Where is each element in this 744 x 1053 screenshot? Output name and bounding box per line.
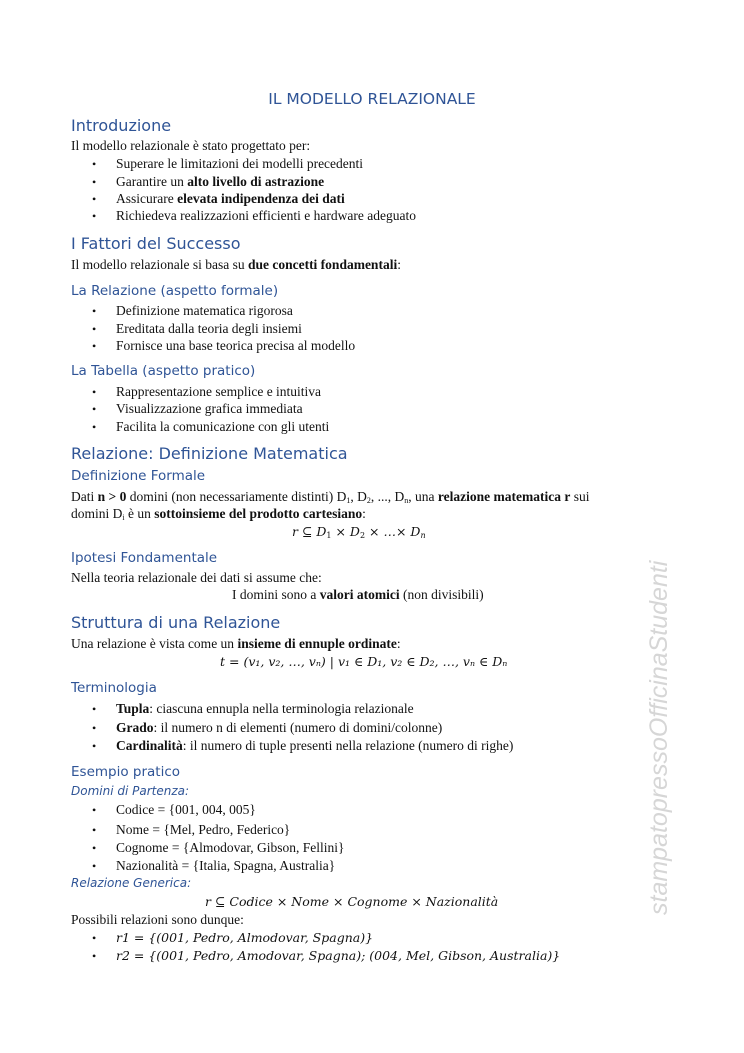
bullet-icon: • — [92, 402, 97, 416]
list-item: • Visualizzazione grafica immediata — [92, 401, 303, 416]
hypothesis-statement: I domini sono a valori atomici (non divisibili) — [232, 587, 484, 602]
list-item: • Nazionalità = {Italia, Spagna, Australia} — [92, 858, 336, 873]
generic-relation-label: Relazione Generica: — [71, 876, 192, 890]
generic-relation-formula: r ⊆ Codice × Nome × Cognome × Nazionalità — [205, 894, 499, 909]
bullet-icon: • — [92, 175, 97, 189]
domains-label: Domini di Partenza: — [71, 784, 190, 798]
list-item: • r2 = {(001, Pedro, Amodovar, Spagna); (004, Mel, Gibson, Australia)} — [92, 948, 561, 963]
bullet-icon: • — [92, 339, 97, 353]
list-item: • Facilita la comunicazione con gli utenti — [92, 419, 330, 434]
bullet-icon: • — [92, 803, 97, 817]
heading-definizione-matematica: Relazione: Definizione Matematica — [71, 444, 348, 463]
intro-lead: Il modello relazionale è stato progettato per: — [71, 138, 311, 153]
bullet-icon: • — [92, 721, 97, 735]
list-item: • Rappresentazione semplice e intuitiva — [92, 384, 322, 399]
bullet-icon: • — [92, 420, 97, 434]
hypothesis-lead: Nella teoria relazionale dei dati si assume che: — [71, 570, 322, 585]
possible-relations-lead: Possibili relazioni sono dunque: — [71, 912, 244, 927]
bullet-icon: • — [92, 304, 97, 318]
watermark: stampatopressoOfficinaStudenti — [645, 560, 673, 915]
formal-definition-line1: Dati n > 0 domini (non necessariamente distinti) $D_1$, $D_2$, ..., $D_n$, una relazione matematica r sui — [71, 489, 590, 505]
bullet-icon: • — [92, 739, 97, 753]
heading-esempio-pratico: Esempio pratico — [71, 764, 181, 780]
cartesian-product-formula: r ⊆ $D_1 \times D_2$ × …× $D_n$ — [292, 524, 426, 540]
bullet-icon: • — [92, 192, 97, 206]
heading-ipotesi-fondamentale: Ipotesi Fondamentale — [71, 550, 218, 566]
bullet-icon: • — [92, 322, 97, 336]
list-item: • Garantire un alto livello di astrazione — [92, 174, 325, 189]
tuple-formula: t = (v₁, v₂, …, vₙ) | v₁ ∈ D₁, v₂ ∈ D₂, …, vₙ ∈ Dₙ — [220, 654, 508, 669]
success-lead: Il modello relazionale si basa su due concetti fondamentali: — [71, 257, 401, 272]
document-title: IL MODELLO RELAZIONALE — [268, 90, 476, 108]
bullet-icon: • — [92, 702, 97, 716]
list-item: • Nome = {Mel, Pedro, Federico} — [92, 822, 291, 837]
list-item: • Superare le limitazioni dei modelli precedenti — [92, 156, 364, 171]
formal-definition-line2: domini $D_i$ è un sottoinsieme del prodotto cartesiano: — [71, 506, 366, 522]
list-item: • Ereditata dalla teoria degli insiemi — [92, 321, 302, 336]
heading-struttura-relazione: Struttura di una Relazione — [71, 613, 281, 632]
list-item: • Tupla: ciascuna ennupla nella terminologia relazionale — [92, 701, 414, 716]
list-item: • r1 = {(001, Pedro, Almodovar, Spagna)} — [92, 930, 374, 945]
list-item: • Assicurare elevata indipendenza dei dati — [92, 191, 345, 206]
list-item: • Cognome = {Almodovar, Gibson, Fellini} — [92, 840, 345, 855]
heading-terminologia: Terminologia — [71, 680, 157, 696]
heading-introduzione: Introduzione — [71, 116, 172, 135]
heading-la-relazione: La Relazione (aspetto formale) — [71, 283, 279, 299]
bullet-icon: • — [92, 209, 97, 223]
heading-definizione-formale: Definizione Formale — [71, 468, 206, 484]
bullet-icon: • — [92, 841, 97, 855]
list-item: • Richiedeva realizzazioni efficienti e hardware adeguato — [92, 208, 416, 223]
bullet-icon: • — [92, 949, 97, 963]
list-item: • Codice = {001, 004, 005} — [92, 802, 256, 817]
bullet-icon: • — [92, 931, 97, 945]
list-item: • Fornisce una base teorica precisa al modello — [92, 338, 356, 353]
bullet-icon: • — [92, 385, 97, 399]
heading-fattori-successo: I Fattori del Successo — [71, 234, 241, 253]
bullet-icon: • — [92, 823, 97, 837]
list-item: • Definizione matematica rigorosa — [92, 303, 293, 318]
heading-la-tabella: La Tabella (aspetto pratico) — [71, 363, 256, 379]
bullet-icon: • — [92, 157, 97, 171]
bullet-icon: • — [92, 859, 97, 873]
list-item: • Cardinalità: il numero di tuple presenti nella relazione (numero di righe) — [92, 738, 514, 753]
list-item: • Grado: il numero n di elementi (numero di domini/colonne) — [92, 720, 443, 735]
structure-lead: Una relazione è vista come un insieme di ennuple ordinate: — [71, 636, 401, 651]
